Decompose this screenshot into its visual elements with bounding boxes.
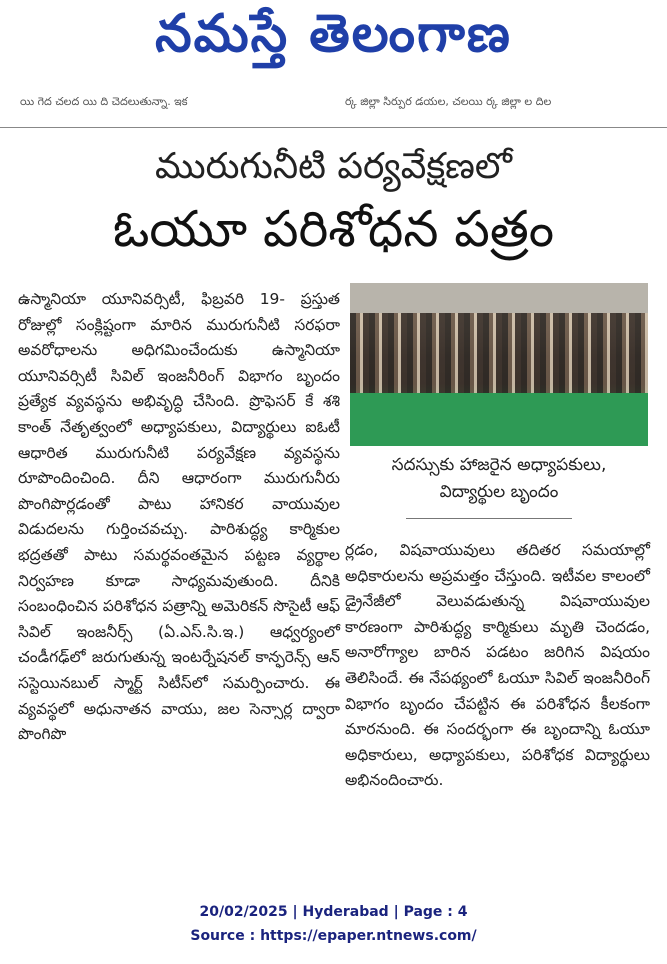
strip-left-text: యి గెద చలద యి ది చెదలుతున్నా. ఇక (20, 95, 188, 108)
article-column-2 (345, 538, 650, 794)
article-kicker: మురుగునీటి పర్యవేక్షణలో (155, 146, 512, 187)
photo-background (350, 283, 648, 313)
article-column-1 (18, 287, 340, 748)
footer (0, 900, 667, 948)
photo-caption-line-2: విద్యార్థుల బృందం (439, 482, 559, 502)
newspaper-logo: నమస్తే తెలంగాణ (155, 4, 512, 64)
strip-right-text: ర్క జిల్లా సిర్పుర డయల, చలయి ర్క జిల్లా ల దిల (345, 95, 552, 108)
group-photo (350, 283, 648, 446)
article-body-part-1: ఉస్మానియా యూనివర్సిటీ, ఫిబ్రవరి 19- ప్రస్తుత రోజుల్లో సంక్లిష్టంగా మారిన మురుగునీటి సరఫరా అవరోధాలను అధిగమించేందుకు ఉస్మానియా యూనివర్సిటీ సివిల్ ఇంజనీరింగ్ విభాగం బృందం ప్రత్యేక వ్యవస్థను అభివృద్ధి చేసింది. ప్రొఫెసర్ కే శశి కాంత్ నేతృత్వంలో అధ్యాపకులు, విద్యార్థులు ఐఓటీ ఆధారిత మురుగునీటి పర్యవేక్షణ వ్యవస్థను రూపొందించింది. దీని ఆధారంగా మురుగునీరు పొంగిపొర్లడంతో పాటు హానికర వాయువుల విడుదలను గుర్తించవచ్చు. పారిశుద్ధ్య కార్మికుల భద్రతతో పాటు సమర్థవంతమైన పట్టణ వ్యర్థాల నిర్వహణ కూడా సాధ్యమవుతుంది. దీనికి సంబంధించిన పరిశోధన పత్రాన్ని అమెరికన్ సొసైటీ ఆఫ్ సివిల్ ఇంజనీర్స్ (ఏ.ఎస్.సి.ఇ.) ఆధ్వర్యంలో చండీగఢ్‌లో జరుగుతున్న ఇంటర్నేషనల్ కాన్ఫరెన్స్ ఆన్ సస్టెయినబుల్ స్మార్ట్ సిటీస్‌లో సమర్పించారు. ఈ వ్యవస్థలో అధునాతన వాయు, జల సెన్సార్ల ద్వారా పొంగిపొ (18, 290, 340, 744)
photo-caption-line-1: సదస్సుకు హాజరైన అధ్యాపకులు, (391, 455, 607, 475)
article-headline: ఓయూ పరిశోధన పత్రం (112, 200, 555, 258)
caption-divider (406, 518, 572, 519)
photo-crowd (350, 313, 648, 393)
masthead (0, 0, 667, 95)
footer-dateline: 20/02/2025 | Hyderabad | Page : 4 (199, 904, 468, 920)
header-divider (0, 127, 667, 128)
article-body-part-2: ర్లడం, విషవాయువులు తదితర సమయాల్లో అధికారులను అప్రమత్తం చేస్తుంది. ఇటీవల కాలంలో డ్రైనేజీలో వెలువడుతున్న విషవాయువుల కారణంగా పారిశుద్ధ్య కార్మికులు మృతి చెందడం, అనారోగ్యాల బారిన పడటం జరిగిన విషయం తెలిసిందే. ఈ నేపథ్యంలో ఓయూ సివిల్ ఇంజనీరింగ్ విభాగం బృందం చేపట్టిన ఈ పరిశోధన కీలకంగా మారనుంది. ఈ సందర్భంగా ఈ బృందాన్ని ఓయూ అధికారులు, అధ్యాపకులు, పరిశోధక విద్యార్థులు అభినందించారు. (345, 541, 650, 790)
photo-lawn (350, 393, 648, 446)
footer-source[interactable]: Source : https://epaper.ntnews.com/ (190, 928, 477, 944)
photo-caption (350, 452, 648, 506)
previous-article-strip (0, 95, 667, 109)
